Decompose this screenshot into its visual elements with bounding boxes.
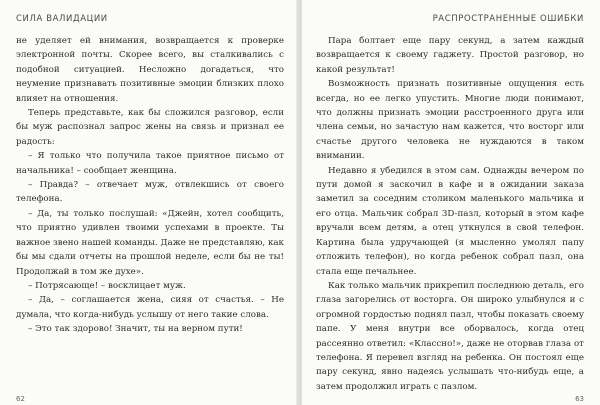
running-head-right: РАСПРОСТРАНЕННЫЕ ОШИБКИ	[432, 14, 584, 24]
left-page-body	[16, 34, 284, 337]
left-page	[0, 0, 298, 405]
dialogue-line: – Потрясающе! – восклицает муж.	[28, 280, 186, 291]
dialogue-line: – Я только что получила такое приятное письмо от начальника! – сообщает женщина.	[16, 151, 284, 176]
paragraph: Теперь представьте, как бы сложился разговор, если бы муж распознал запрос жены на связь и признал ее радость:	[16, 108, 284, 147]
paragraph: не уделяет ей внимания, возвращается к проверке электронной почты. Скорее всего, вы сталкивались с подобной ситуацией. Несложно догадаться, что неумение признавать позитивные эмоции близких плохо влияет на отношения.	[16, 36, 284, 104]
paragraph: Пара болтает еще пару секунд, а затем каждый возвращается к своему гаджету. Простой разговор, но какой результат!	[316, 36, 584, 75]
running-head-left: СИЛА ВАЛИДАЦИИ	[16, 14, 108, 24]
right-page	[302, 0, 600, 405]
paragraph: Как только мальчик прикрепил последнюю деталь, его глаза загорелись от восторга. Он широко улыбнулся и с огромной гордостью поднял пазл, чтобы показать своему папе. У меня внутри все оборвалось, когда отец рассеянно ответил: «Классно!», даже не оторвав глаза от телефона. Я перевел взгляд на ребенка. Он постоял еще пару секунд, явно надеясь услышать что-нибудь еще, а затем продолжил играть с пазлом.	[316, 280, 584, 392]
paragraph: Недавно я убедился в этом сам. Однажды вечером по пути домой я заскочил в кафе и в ожидании заказа заметил за соседним столиком маленького мальчика и его отца. Мальчик собрал 3D-пазл, который в этом кафе вручали всем детям, а отец уткнулся в свой телефон. Картина была удручающей (я мысленно умолял папу отложить телефон), но когда ребенок собрал пазл, она стала еще печальнее.	[316, 165, 584, 277]
dialogue-line: – Да, ты только послушай: «Джейн, хотел сообщить, что приятно удивлен твоими успехами в проекте. Ты важное звено нашей команды. Даже не представляю, как бы мы сдали отчеты на прошлой неделе, если бы не ты! Продолжай в том же духе».	[16, 208, 284, 277]
dialogue-line: – Правда? – отвечает муж, отвлекшись от своего телефона.	[16, 180, 284, 205]
right-page-body	[316, 34, 584, 394]
paragraph: Возможность признать позитивные ощущения есть всегда, но ее легко упустить. Многие люди понимают, что должны признать эмоции расстроенного друга или члена семьи, но зачастую нам кажется, что восторг или счастье другого человека не нуждаются в таком внимании.	[316, 79, 584, 162]
page-number-right: 63	[575, 395, 584, 403]
dialogue-line: – Да, – соглашается жена, сияя от счастья. – Не думала, что когда-нибудь услышу от него такие слова.	[16, 295, 284, 320]
page-number-left: 62	[16, 395, 25, 403]
dialogue-line: – Это так здорово! Значит, ты на верном пути!	[28, 324, 243, 335]
